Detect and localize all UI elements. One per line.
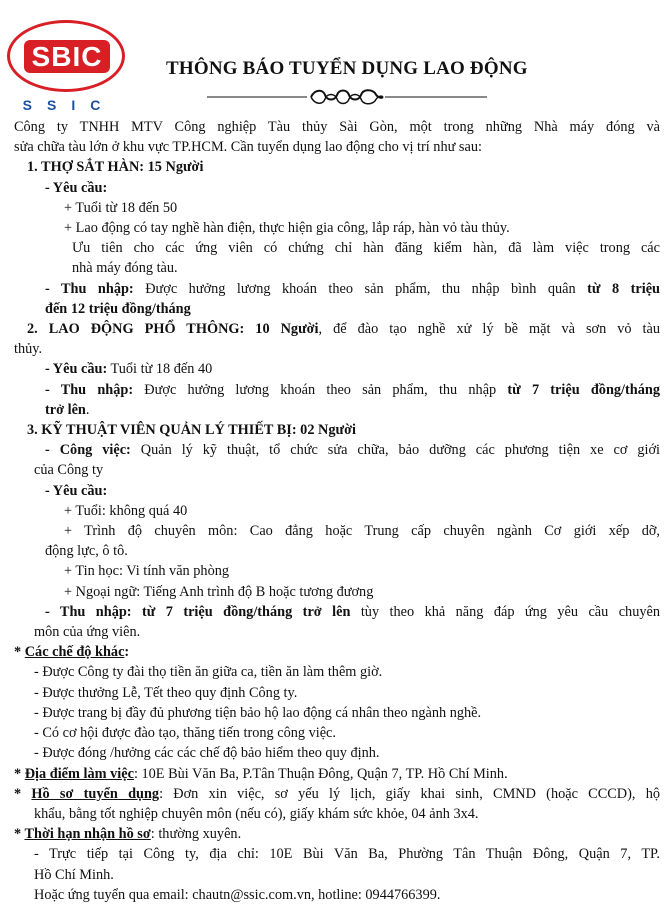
section-2-income: - Thu nhập: Được hưởng lương khoán theo sản phẩm, thu nhập từ 7 triệu đồng/tháng: [45, 381, 660, 398]
section-1-req-label: - Yêu cầu:: [45, 179, 108, 196]
section-3-job: - Công việc: Quản lý kỹ thuật, tổ chức sửa chữa, bảo dưỡng các phương tiện xe cơ giới: [45, 442, 661, 459]
deadline-direct-cont: Hồ Chí Minh.: [34, 866, 114, 883]
benefits-heading: * Các chế độ khác:: [14, 644, 130, 661]
section-3-lang: + Ngoại ngữ: Tiếng Anh trình độ B hoặc tương đương: [64, 583, 374, 600]
section-1-income-cont: đến 12 triệu đồng/tháng: [45, 300, 191, 317]
section-3-job-cont: của Công ty: [34, 462, 104, 479]
section-3-income: - Thu nhập: từ 7 triệu đồng/tháng trở lên tùy theo khả năng đáp ứng yêu cầu chuyên: [45, 603, 660, 620]
section-1-income: - Thu nhập: Được hưởng lương khoán theo sản phẩm, thu nhập bình quân từ 8 triệu: [45, 280, 661, 297]
logo-brand: SBIC: [24, 40, 110, 73]
intro-line-1: Công ty TNHH MTV Công nghiệp Tàu thủy Sài Gòn, một trong những Nhà máy đóng và: [14, 119, 660, 135]
section-2-heading: 2. LAO ĐỘNG PHỔ THÔNG: 10 Người, để đào tạo nghề xử lý bề mặt và sơn vỏ tàu: [27, 321, 661, 338]
benefit-item: - Được trang bị đầy đủ phương tiện bảo hộ lao động cá nhân theo ngành nghề.: [34, 704, 482, 721]
section-2-req: - Yêu cầu: Tuổi từ 18 đến 40: [45, 361, 213, 378]
benefit-item: - Được đóng /hưởng các các chế độ bảo hiểm theo quy định.: [34, 745, 380, 762]
location-line: * Địa điểm làm việc: 10E Bùi Văn Ba, P.Tân Thuận Đông, Quận 7, TP. Hồ Chí Minh.: [14, 765, 508, 782]
notice-body: [14, 117, 660, 905]
benefit-item: - Được Công ty đài thọ tiền ăn giữa ca, tiền ăn làm thêm giờ.: [34, 664, 383, 681]
section-1-skill: + Lao động có tay nghề hàn điện, thực hiện gia công, lắp ráp, hàn vỏ tàu thủy.: [64, 220, 510, 237]
section-3-req-label: - Yêu cầu:: [45, 482, 108, 499]
section-1-heading: 1. THỢ SẮT HÀN: 15 Người: [27, 159, 204, 176]
section-1-age: + Tuổi từ 18 đến 50: [64, 199, 178, 216]
intro-line-2: sửa chữa tàu lớn ở khu vực TP.HCM. Cần tuyển dụng lao động cho vị trí như sau:: [14, 139, 482, 156]
logo-subtext: SSIC: [22, 97, 116, 113]
section-3-heading: 3. KỸ THUẬT VIÊN QUẢN LÝ THIẾT BỊ: 02 Người: [27, 422, 356, 439]
section-3-it: + Tin học: Vi tính văn phòng: [64, 563, 230, 580]
deadline-email: Hoặc ứng tuyển qua email: chautn@ssic.com.vn, hotline: 0944766399.: [34, 886, 441, 903]
section-3-age: + Tuổi: không quá 40: [64, 502, 188, 519]
section-3-edu: + Trình độ chuyên môn: Cao đẳng hoặc Trung cấp chuyên ngành Cơ giới xếp dỡ,: [64, 523, 660, 540]
section-3-income-cont: môn của ứng viên.: [34, 624, 141, 641]
dossier-line: * Hồ sơ tuyển dụng: Đơn xin việc, sơ yếu lý lịch, giấy khai sinh, CMND (hoặc CCCD), hộ: [14, 785, 660, 802]
section-2-income-cont: trở lên.: [45, 401, 90, 418]
page-title: THÔNG BÁO TUYỂN DỤNG LAO ĐỘNG: [166, 58, 528, 79]
section-1-pref-line-1: Ưu tiên cho các ứng viên có chứng chỉ hàn đăng kiểm hàn, đã làm việc trong các: [72, 240, 660, 257]
deadline-direct: - Trực tiếp tại Công ty, địa chỉ: 10E Bùi Văn Ba, Phường Tân Thuận Đông, Quận 7, TP.: [34, 846, 660, 863]
deadline-line: * Thời hạn nhận hồ sơ: thường xuyên.: [14, 826, 242, 843]
company-logo: [3, 20, 133, 112]
section-1-pref-line-2: nhà máy đóng tàu.: [72, 260, 178, 277]
section-3-edu-cont: động lực, ô tô.: [45, 543, 128, 560]
dossier-line-cont: khẩu, bằng tốt nghiệp chuyên môn (nếu có), giấy khám sức khỏe, 04 ảnh 3x4.: [34, 805, 479, 822]
section-2-heading-cont: thủy.: [14, 341, 43, 358]
benefit-item: - Được thưởng Lễ, Tết theo quy định Công ty.: [34, 684, 298, 701]
title-divider: [207, 87, 487, 107]
benefit-item: - Có cơ hội được đào tạo, thăng tiến trong công việc.: [34, 725, 336, 742]
